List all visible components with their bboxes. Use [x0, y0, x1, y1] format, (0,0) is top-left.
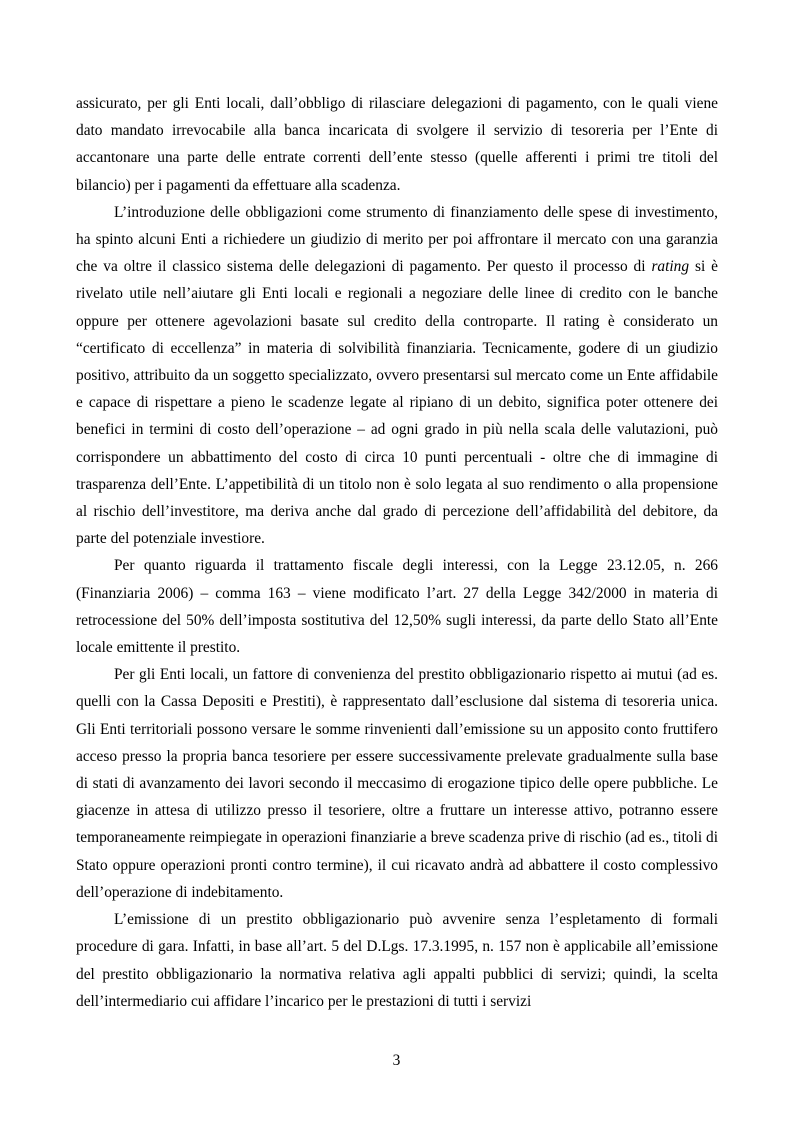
page-number: 3 [392, 1052, 401, 1069]
paragraph-text: L’introduzione delle obbligazioni come strumento di finanziamento delle spese di investimento, ha spinto alcuni Enti a richiedere un giudizio di merito per poi affrontare il mercato con una garanzia che va oltre il classico sistema delle delegazioni di pagamento. Per questo il processo di [76, 203, 718, 276]
paragraph-continuation [76, 90, 718, 199]
paragraph-emissione [76, 906, 718, 1015]
page-body [76, 90, 718, 1015]
paragraph-text: assicurato, per gli Enti locali, dall’obbligo di rilasciare delegazioni di pagamento, con le quali viene dato mandato irrevocabile alla banca incaricata di svolgere il servizio di tesoreria per l’Ente di accantonare una parte delle entrate correnti dell’ente stesso (quelle afferenti i primi tre titoli del bilancio) per i pagamenti da effettuare alla scadenza. [76, 95, 718, 194]
paragraph-text: Per quanto riguarda il trattamento fiscale degli interessi, con la Legge 23.12.05, n. 266 (Finanziaria 2006) – comma 163 – viene modificato l’art. 27 della Legge 342/2000 in materia di retrocessione del 50% dell’imposta sostitutiva del 12,50% sugli interessi, da parte dello Stato all’Ente locale emittente il prestito. [76, 557, 718, 657]
paragraph-text: si è rivelato utile nell’aiutare gli Enti locali e regionali a negoziare delle linee di credito con le banche oppure per ottenere agevolazioni basate sul credito della controparte. Il rating è considerato un “certificato di eccellenza” in materia di solvibilità finanziaria. Tecnicamente, godere di un giudizio positivo, attribuito da un soggetto specializzato, ovvero presentarsi sul mercato come un Ente affidabile e capace di rispettare a pieno le scadenze legate al ripiano di un debito, significa poter ottenere dei benefici in termini di costo dell’operazione – ad ogni grado in più nella scala delle valutazioni, può corrispondere un abbattimento del costo di circa 10 punti percentuali - oltre che di immagine di trasparenza dell’Ente. L’appetibilità di un titolo non è solo legata al suo rendimento o alla propensione al rischio dell’investitore, ma deriva anche dal grado di percezione dell’affidabilità del debitore, da parte del potenziale investiore. [76, 258, 718, 548]
paragraph-text: L’emissione di un prestito obbligazionario può avvenire senza l’espletamento di formali procedure di gara. Infatti, in base all’art. 5 del D.Lgs. 17.3.1995, n. 157 non è applicabile all’emissione del prestito obbligazionario la normativa relativa agli appalti pubblici di servizi; quindi, la scelta dell’intermediario cui affidare l’incarico per le prestazioni di tutti i servizi [76, 911, 718, 1010]
paragraph-text: Per gli Enti locali, un fattore di convenienza del prestito obbligazionario rispetto ai mutui (ad es. quelli con la Cassa Depositi e Prestiti), è rappresentato dall’esclusione dal sistema di tesoreria unica. Gli Enti territoriali possono versare le somme rinvenienti dall’emissione su un apposito conto fruttifero acceso presso la propria banca tesoriere per essere successivamente prelevate gradualmente sulla base di stati di avanzamento dei lavori secondo il meccasimo di erogazione tipico delle opere pubbliche. Le giacenze in attesa di utilizzo presso il tesoriere, oltre a fruttare un interesse attivo, potranno essere temporaneamente reimpiegate in operazioni finanziarie a breve scadenza prive di rischio (ad es., titoli di Stato oppure operazioni pronti contro termine), il cui ricavato andrà ad abbattere il costo complessivo dell’operazione di indebitamento. [76, 666, 718, 901]
paragraph-trattamento-fiscale [76, 552, 718, 661]
paragraph-obbligazioni-rating [76, 199, 718, 553]
paragraph-convenienza [76, 661, 718, 906]
term-rating: rating [651, 258, 690, 276]
